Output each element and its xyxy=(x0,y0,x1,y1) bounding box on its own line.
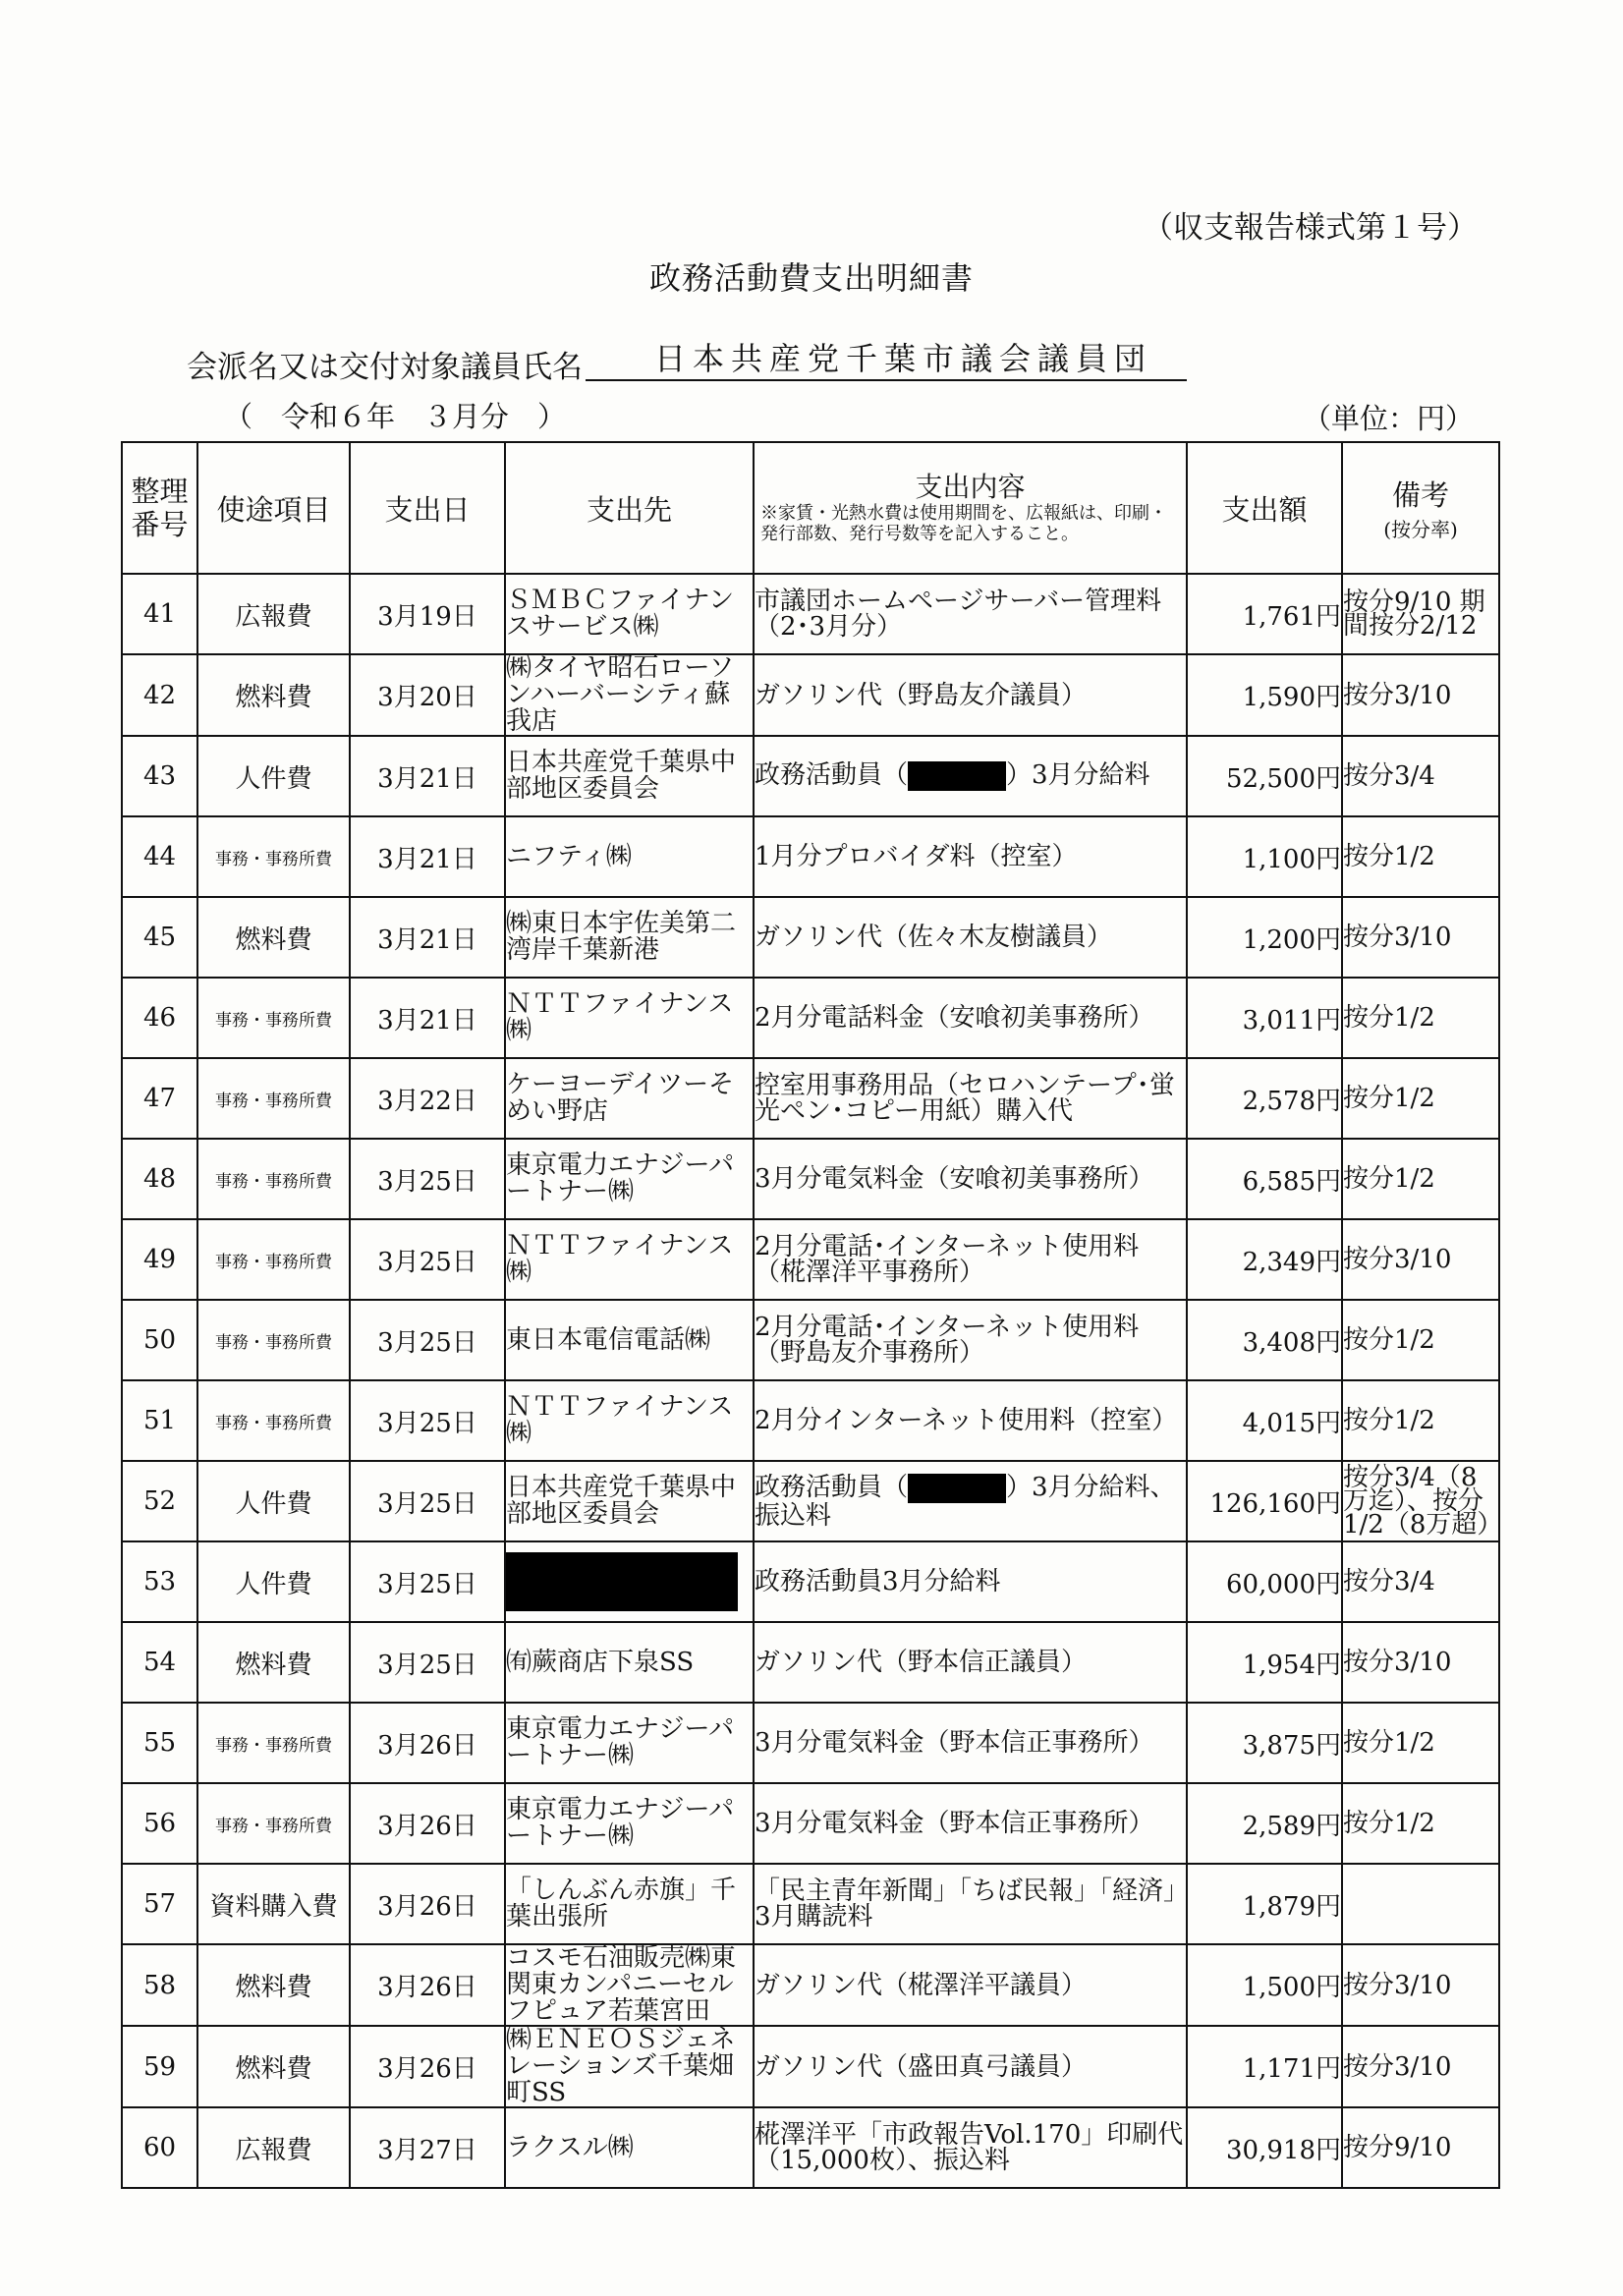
row-number: 51 xyxy=(122,1380,197,1461)
row-content-prefix: 政務活動員（ xyxy=(755,760,909,790)
row-remarks: 按分3/4（8万迄）、按分1/2（8万超） xyxy=(1343,1463,1503,1540)
row-amount: 6,585円 xyxy=(1187,1139,1342,1219)
row-amount: 3,011円 xyxy=(1187,978,1342,1058)
row-amount: 1,100円 xyxy=(1187,816,1342,897)
row-payee: 東京電力エナジーパートナー㈱ xyxy=(505,1139,754,1219)
row-content: ガソリン代（椛澤洋平議員） xyxy=(754,1944,1187,2026)
table-row xyxy=(122,897,1499,978)
expense-table xyxy=(121,441,1503,2189)
col-header-remarks-label: 備考 xyxy=(1391,478,1449,512)
row-amount: 1,171円 xyxy=(1187,2026,1342,2107)
row-payee: ＮＴＴファイナンス㈱ xyxy=(505,1380,754,1461)
row-amount: 1,590円 xyxy=(1187,654,1342,736)
row-content: 市議団ホームページサーバー管理料（2･3月分） xyxy=(754,574,1187,654)
row-content xyxy=(754,1461,1187,1541)
row-number: 52 xyxy=(122,1461,197,1541)
col-header-remarks xyxy=(1342,442,1499,574)
row-date: 3月26日 xyxy=(350,1703,505,1783)
redaction-bar xyxy=(908,1474,1006,1503)
row-date: 3月26日 xyxy=(350,1864,505,1944)
row-category: 広報費 xyxy=(197,2107,350,2188)
row-payee: ㈱ＥＮＥＯＳジェネレーションズ千葉畑町SS xyxy=(505,2026,754,2107)
table-row xyxy=(122,2026,1499,2107)
row-content-suffix: ）3月分給料 xyxy=(1006,760,1150,790)
row-category: 資料購入費 xyxy=(197,1864,350,1944)
row-category: 燃料費 xyxy=(197,897,350,978)
row-category: 事務・事務所費 xyxy=(197,1380,350,1461)
redaction-bar xyxy=(908,761,1006,791)
row-amount: 1,500円 xyxy=(1187,1944,1342,2026)
row-number: 60 xyxy=(122,2107,197,2188)
row-content: 政務活動員3月分給料 xyxy=(754,1541,1187,1622)
table-row xyxy=(122,1864,1499,1944)
table-row xyxy=(122,736,1499,816)
row-category: 燃料費 xyxy=(197,654,350,736)
row-remarks: 按分3/10 xyxy=(1342,2026,1499,2107)
row-remarks: 按分1/2 xyxy=(1342,1380,1499,1461)
row-date: 3月25日 xyxy=(350,1461,505,1541)
row-remarks: 按分3/10 xyxy=(1342,897,1499,978)
row-category: 広報費 xyxy=(197,574,350,654)
row-content: 2月分電話料金（安喰初美事務所） xyxy=(754,978,1187,1058)
row-payee: ㈲蕨商店下泉SS xyxy=(505,1622,754,1703)
row-number: 44 xyxy=(122,816,197,897)
row-date: 3月26日 xyxy=(350,1783,505,1864)
row-remarks: 按分1/2 xyxy=(1342,1058,1499,1139)
table-row xyxy=(122,1622,1499,1703)
row-number: 45 xyxy=(122,897,197,978)
row-date: 3月25日 xyxy=(350,1139,505,1219)
table-header-row xyxy=(122,442,1499,574)
row-remarks xyxy=(1342,1864,1499,1944)
unit-label: （単位：円） xyxy=(1302,402,1474,435)
redaction-bar xyxy=(506,1552,738,1611)
row-date: 3月27日 xyxy=(350,2107,505,2188)
row-remarks: 按分3/10 xyxy=(1342,1219,1499,1300)
row-date: 3月25日 xyxy=(350,1219,505,1300)
row-date: 3月22日 xyxy=(350,1058,505,1139)
row-category: 燃料費 xyxy=(197,1622,350,1703)
row-content: ガソリン代（野島友介議員） xyxy=(754,654,1187,736)
document-title: 政務活動費支出明細書 xyxy=(648,259,974,297)
row-date: 3月25日 xyxy=(350,1541,505,1622)
row-amount: 2,589円 xyxy=(1187,1783,1342,1864)
table-row xyxy=(122,1783,1499,1864)
row-content: 椛澤洋平「市政報告Vol.170」印刷代（15,000枚）、振込料 xyxy=(754,2107,1187,2188)
row-amount: 3,875円 xyxy=(1187,1703,1342,1783)
row-amount: 4,015円 xyxy=(1187,1380,1342,1461)
row-amount: 2,349円 xyxy=(1187,1219,1342,1300)
row-number: 47 xyxy=(122,1058,197,1139)
reporting-period: （ 令和６年 ３月分 ） xyxy=(224,400,567,433)
row-content: 「民主青年新聞」「ちば民報」「経済」3月購読料 xyxy=(754,1864,1187,1944)
row-category: 事務・事務所費 xyxy=(197,1139,350,1219)
col-header-amount: 支出額 xyxy=(1187,442,1342,574)
row-number: 42 xyxy=(122,654,197,736)
row-category: 人件費 xyxy=(197,736,350,816)
table-body xyxy=(122,574,1503,2188)
row-amount: 126,160円 xyxy=(1187,1461,1342,1541)
row-category: 事務・事務所費 xyxy=(197,1300,350,1380)
row-date: 3月26日 xyxy=(350,2026,505,2107)
row-remarks: 按分1/2 xyxy=(1342,978,1499,1058)
row-payee: ＳＭＢＣファイナンスサービス㈱ xyxy=(505,574,754,654)
col-header-date: 支出日 xyxy=(350,442,505,574)
row-remarks: 按分3/4 xyxy=(1342,1541,1499,1622)
form-number: （収支報告様式第１号） xyxy=(1143,210,1478,246)
row-category: 燃料費 xyxy=(197,1944,350,2026)
row-payee: 日本共産党千葉県中部地区委員会 xyxy=(505,1461,754,1541)
row-remarks: 按分3/4 xyxy=(1342,736,1499,816)
col-header-content-label: 支出内容 xyxy=(915,471,1026,503)
row-content-prefix: 政務活動員（ xyxy=(755,1473,909,1502)
row-category: 燃料費 xyxy=(197,2026,350,2107)
table-row xyxy=(122,1300,1499,1380)
row-content: 3月分電気料金（野本信正事務所） xyxy=(754,1703,1187,1783)
table-row xyxy=(122,574,1499,654)
row-date: 3月21日 xyxy=(350,897,505,978)
row-content xyxy=(754,736,1187,816)
row-content: ガソリン代（盛田真弓議員） xyxy=(754,2026,1187,2107)
row-category: 人件費 xyxy=(197,1461,350,1541)
table-row xyxy=(122,1703,1499,1783)
row-category: 事務・事務所費 xyxy=(197,1058,350,1139)
row-number: 48 xyxy=(122,1139,197,1219)
row-content: 控室用事務用品（セロハンテープ･蛍光ペン･コピー用紙）購入代 xyxy=(754,1058,1187,1139)
row-category: 人件費 xyxy=(197,1541,350,1622)
row-payee: 東京電力エナジーパートナー㈱ xyxy=(505,1783,754,1864)
group-name: 日本共産党千葉市議会議員団 xyxy=(586,334,1187,381)
row-number: 41 xyxy=(122,574,197,654)
row-remarks: 按分1/2 xyxy=(1342,816,1499,897)
row-payee: ＮＴＴファイナンス㈱ xyxy=(505,978,754,1058)
row-content: 3月分電気料金（安喰初美事務所） xyxy=(754,1139,1187,1219)
group-label: 会派名又は交付対象議員氏名 xyxy=(187,350,583,385)
row-amount: 1,200円 xyxy=(1187,897,1342,978)
row-number: 53 xyxy=(122,1541,197,1622)
row-number: 49 xyxy=(122,1219,197,1300)
row-number: 57 xyxy=(122,1864,197,1944)
row-remarks: 按分1/2 xyxy=(1342,1300,1499,1380)
table-row xyxy=(122,1058,1499,1139)
row-payee: 「しんぶん赤旗」千葉出張所 xyxy=(505,1864,754,1944)
row-remarks: 按分1/2 xyxy=(1342,1783,1499,1864)
row-amount: 3,408円 xyxy=(1187,1300,1342,1380)
row-number: 56 xyxy=(122,1783,197,1864)
row-number: 55 xyxy=(122,1703,197,1783)
row-remarks: 按分9/10 期間按分2/12 xyxy=(1342,574,1499,654)
row-date: 3月25日 xyxy=(350,1380,505,1461)
row-content: ガソリン代（野本信正議員） xyxy=(754,1622,1187,1703)
row-number: 54 xyxy=(122,1622,197,1703)
row-amount: 1,761円 xyxy=(1187,574,1342,654)
table-row xyxy=(122,654,1499,736)
row-payee: ㈱東日本宇佐美第二湾岸千葉新港 xyxy=(505,897,754,978)
row-remarks: 按分3/10 xyxy=(1342,654,1499,736)
row-content: 2月分電話･インターネット使用料（椛澤洋平事務所） xyxy=(754,1219,1187,1300)
row-content: 3月分電気料金（野本信正事務所） xyxy=(754,1783,1187,1864)
row-category: 事務・事務所費 xyxy=(197,816,350,897)
row-payee: コスモ石油販売㈱東関東カンパニーセルフピュア若葉宮田 xyxy=(505,1944,754,2026)
table-row xyxy=(122,2107,1499,2188)
row-number: 59 xyxy=(122,2026,197,2107)
row-date: 3月21日 xyxy=(350,736,505,816)
row-payee: ケーヨーデイツーそめい野店 xyxy=(505,1058,754,1139)
row-amount: 52,500円 xyxy=(1187,736,1342,816)
row-amount: 2,578円 xyxy=(1187,1058,1342,1139)
row-category: 事務・事務所費 xyxy=(197,1219,350,1300)
row-number: 46 xyxy=(122,978,197,1058)
table-row xyxy=(122,978,1499,1058)
row-content: 1月分プロバイダ料（控室） xyxy=(754,816,1187,897)
row-date: 3月25日 xyxy=(350,1622,505,1703)
row-remarks: 按分1/2 xyxy=(1342,1139,1499,1219)
row-payee: 日本共産党千葉県中部地区委員会 xyxy=(505,736,754,816)
row-category: 事務・事務所費 xyxy=(197,1783,350,1864)
table-row xyxy=(122,1461,1499,1541)
col-header-content xyxy=(754,442,1187,574)
row-payee: ラクスル㈱ xyxy=(505,2107,754,2188)
col-header-no-label: 整理番号 xyxy=(131,475,189,541)
row-payee: 東京電力エナジーパートナー㈱ xyxy=(505,1703,754,1783)
row-amount: 60,000円 xyxy=(1187,1541,1342,1622)
table-row xyxy=(122,1219,1499,1300)
col-header-no xyxy=(122,442,197,574)
row-remarks: 按分1/2 xyxy=(1342,1703,1499,1783)
row-date: 3月20日 xyxy=(350,654,505,736)
row-payee: ニフティ㈱ xyxy=(505,816,754,897)
col-header-content-note: ※家賃・光熱水費は使用期間を、広報紙は、印刷・発行部数、発行号数等を記入すること。 xyxy=(760,503,1167,544)
col-header-payee: 支出先 xyxy=(505,442,754,574)
row-remarks: 按分3/10 xyxy=(1342,1944,1499,2026)
row-remarks: 按分3/10 xyxy=(1342,1622,1499,1703)
row-date: 3月21日 xyxy=(350,978,505,1058)
row-content: 2月分電話･インターネット使用料（野島友介事務所） xyxy=(754,1300,1187,1380)
col-header-remarks-sub: (按分率) xyxy=(1383,518,1458,541)
table-row xyxy=(122,816,1499,897)
row-content-suffix: ）3月分給料、振込料 xyxy=(755,1473,1176,1531)
row-amount: 1,954円 xyxy=(1187,1622,1342,1703)
table-row xyxy=(122,1541,1499,1622)
row-date: 3月19日 xyxy=(350,574,505,654)
row-content: 2月分インターネット使用料（控室） xyxy=(754,1380,1187,1461)
row-category: 事務・事務所費 xyxy=(197,978,350,1058)
row-amount: 1,879円 xyxy=(1187,1864,1342,1944)
row-category: 事務・事務所費 xyxy=(197,1703,350,1783)
row-content: ガソリン代（佐々木友樹議員） xyxy=(754,897,1187,978)
row-number: 58 xyxy=(122,1944,197,2026)
table-row xyxy=(122,1139,1499,1219)
row-payee xyxy=(505,1541,754,1622)
row-remarks: 按分9/10 xyxy=(1342,2107,1499,2188)
col-header-category: 使途項目 xyxy=(197,442,350,574)
row-date: 3月21日 xyxy=(350,816,505,897)
table-row xyxy=(122,1944,1499,2026)
row-payee: ＮＴＴファイナンス㈱ xyxy=(505,1219,754,1300)
row-date: 3月26日 xyxy=(350,1944,505,2026)
row-payee: 東日本電信電話㈱ xyxy=(505,1300,754,1380)
row-date: 3月25日 xyxy=(350,1300,505,1380)
table-row xyxy=(122,1380,1499,1461)
row-number: 50 xyxy=(122,1300,197,1380)
row-number: 43 xyxy=(122,736,197,816)
row-payee: ㈱タイヤ昭石ローソンハーバーシティ蘇我店 xyxy=(505,654,754,736)
row-amount: 30,918円 xyxy=(1187,2107,1342,2188)
